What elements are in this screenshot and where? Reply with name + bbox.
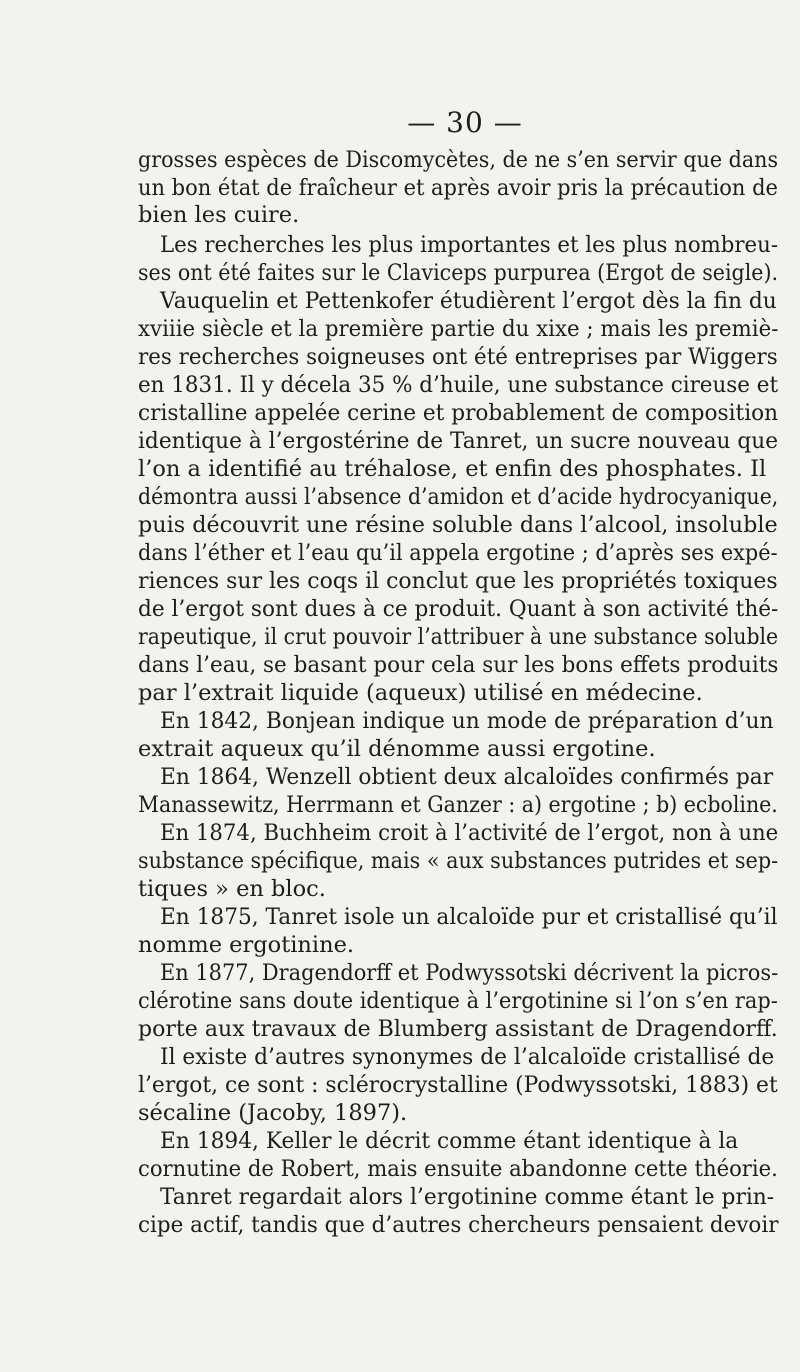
text-line: en 1831. Il y décela 35 % d’huile, une substance cireuse et: [138, 372, 779, 398]
text-line: nomme ergotinine.: [138, 932, 355, 958]
text-line: xviiie siècle et la première partie du xixe ; mais les premiè-: [138, 316, 779, 342]
text-line: En 1842, Bonjean indique un mode de préparation d’un: [160, 708, 774, 734]
text-line: En 1875, Tanret isole un alcaloïde pur et cristallisé qu’il: [160, 904, 778, 930]
text-line: cipe actif, tandis que d’autres chercheurs pensaient devoir: [138, 1212, 779, 1238]
text-line: extrait aqueux qu’il dénomme aussi ergotine.: [138, 736, 656, 762]
text-line: Tanret regardait alors l’ergotinine comme étant le prin-: [160, 1184, 775, 1210]
page-number: — 30 —: [407, 106, 523, 139]
text-line: grosses espèces de Discomycètes, de ne s’en servir que dans: [138, 147, 779, 173]
text-line: l’on a identifié au tréhalose, et enfin des phosphates. Il: [138, 456, 767, 482]
text-line: En 1894, Keller le décrit comme étant identique à la: [160, 1128, 739, 1154]
text-line: En 1864, Wenzell obtient deux alcaloïdes confirmés par: [160, 764, 774, 790]
text-line: sécaline (Jacoby, 1897).: [138, 1100, 408, 1126]
text-line: puis découvrit une résine soluble dans l’alcool, insoluble: [138, 512, 778, 538]
text-line: bien les cuire.: [138, 202, 300, 228]
text-line: riences sur les coqs il conclut que les propriétés toxiques: [138, 568, 778, 594]
text-line: ses ont été faites sur le Claviceps purpurea (Ergot de seigle).: [138, 260, 779, 286]
text-line: un bon état de fraîcheur et après avoir pris la précaution de: [138, 175, 778, 201]
text-line: dans l’eau, se basant pour cela sur les bons effets produits: [138, 652, 779, 678]
text-line: substance spécifique, mais « aux substances putrides et sep-: [138, 848, 779, 874]
text-line: identique à l’ergostérine de Tanret, un sucre nouveau que: [138, 428, 779, 454]
text-line: l’ergot, ce sont : sclérocrystalline (Podwyssotski, 1883) et: [138, 1072, 778, 1098]
text-line: Les recherches les plus importantes et les plus nombreu-: [160, 232, 779, 258]
text-line: Vauquelin et Pettenkofer étudièrent l’ergot dès la fin du: [160, 288, 777, 314]
text-line: clérotine sans doute identique à l’ergotinine si l’on s’en rap-: [138, 988, 778, 1014]
text-line: Manassewitz, Herrmann et Ganzer : a) ergotine ; b) ecboline.: [138, 792, 778, 818]
text-line: par l’extrait liquide (aqueux) utilisé en médecine.: [138, 680, 703, 706]
text-line: cornutine de Robert, mais ensuite abandonne cette théorie.: [138, 1156, 778, 1182]
text-line: rapeutique, il crut pouvoir l’attribuer à une substance soluble: [138, 624, 779, 650]
text-line: dans l’éther et l’eau qu’il appela ergotine ; d’après ses expé-: [138, 540, 778, 566]
text-line: En 1874, Buchheim croit à l’activité de l’ergot, non à une: [160, 820, 779, 846]
text-line: Il existe d’autres synonymes de l’alcaloïde cristallisé de: [160, 1044, 775, 1070]
text-line: tiques » en bloc.: [138, 876, 326, 902]
text-line: cristalline appelée cerine et probablement de composition: [138, 400, 779, 426]
text-line: de l’ergot sont dues à ce produit. Quant à son activité thé-: [138, 596, 779, 622]
text-line: res recherches soigneuses ont été entreprises par Wiggers: [138, 344, 778, 370]
text-line: porte aux travaux de Blumberg assistant de Dragendorff.: [138, 1016, 778, 1042]
text-line: En 1877, Dragendorff et Podwyssotski décrivent la picros-: [160, 960, 779, 986]
text-line: démontra aussi l’absence d’amidon et d’acide hydrocyanique,: [138, 484, 779, 510]
